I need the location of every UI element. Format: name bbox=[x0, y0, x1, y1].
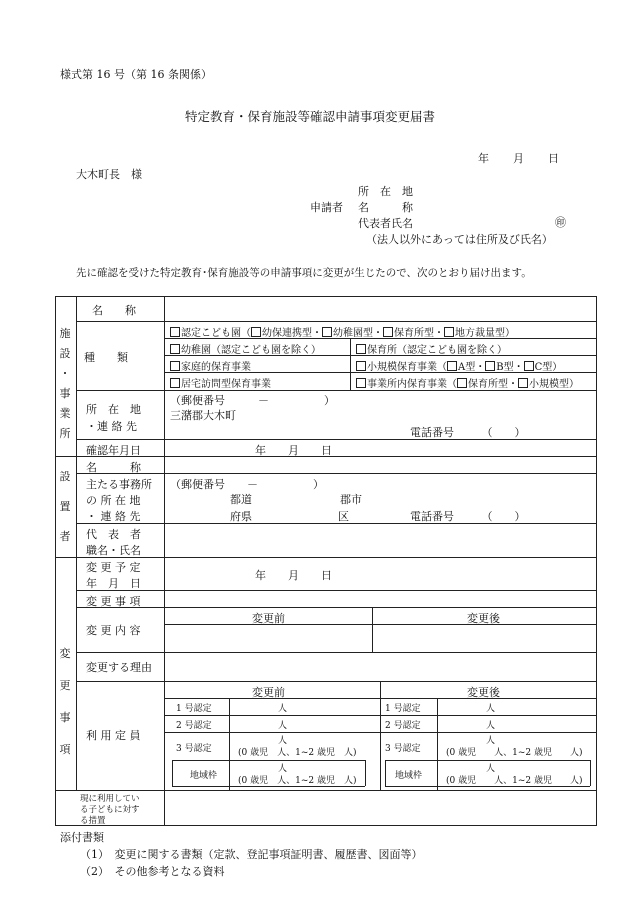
form-number: 様式第 16 号（第 16 条関係） bbox=[60, 68, 212, 81]
section-col-divider bbox=[76, 296, 77, 790]
section-char: 項 bbox=[59, 743, 71, 756]
section-char: 事 bbox=[59, 711, 71, 724]
checkbox[interactable] bbox=[170, 378, 180, 388]
founder-office-label-2: の 所 在 地 bbox=[86, 494, 141, 507]
type-label: 小規模保育事業（ bbox=[367, 362, 447, 373]
row-line bbox=[76, 681, 596, 682]
row-line bbox=[164, 624, 596, 625]
row-line bbox=[76, 590, 596, 591]
confirm-date-label: 確認年月日 bbox=[86, 444, 141, 457]
facility-type-label: 種 類 bbox=[84, 351, 128, 364]
cert2-after-label: 2 号認定 bbox=[385, 721, 421, 731]
founder-postal: （郵便番号 － ） bbox=[170, 478, 324, 491]
cert2-before-label: 2 号認定 bbox=[176, 721, 212, 731]
cert3-before-unit: 人 bbox=[278, 736, 288, 746]
section-char: 置 bbox=[59, 500, 71, 513]
table-right-border bbox=[596, 296, 597, 826]
section-char: 者 bbox=[59, 530, 71, 543]
type-label: 保育所（認定こども園を除く） bbox=[367, 345, 507, 356]
date-year: 年 bbox=[478, 152, 489, 165]
regional-box-r-left bbox=[385, 760, 386, 786]
scheduled-date-label-1: 変 更 予 定 bbox=[86, 561, 141, 574]
type-kindergarten[interactable] bbox=[170, 341, 321, 356]
type-visiting[interactable] bbox=[170, 375, 271, 390]
type-label: 家庭的保育事業 bbox=[181, 362, 251, 373]
type-option: B型・ bbox=[496, 362, 524, 373]
reason-label: 変更する理由 bbox=[86, 661, 152, 674]
measures-label-1: 現に利用してい bbox=[80, 794, 140, 804]
regional-after-breakdown: (0 歳児 人、1~2 歳児 人) bbox=[446, 776, 583, 786]
attachment-item-2: （2） その他参考となる資料 bbox=[80, 865, 225, 878]
row-line bbox=[76, 390, 596, 391]
intro-text: 先に確認を受けた特定教育･保育施設等の申請事項に変更が生じたので、次のとおり届け出ます。 bbox=[76, 267, 532, 279]
addressee: 大木町長 様 bbox=[76, 168, 142, 181]
founder-section-label bbox=[58, 462, 72, 552]
checkbox[interactable] bbox=[444, 327, 454, 337]
section-char: ・ bbox=[59, 367, 71, 380]
regional-box-bottom bbox=[172, 786, 365, 787]
type-kodomoen[interactable] bbox=[170, 324, 515, 339]
applicant-address-label: 所 在 地 bbox=[358, 185, 413, 198]
table-left-border bbox=[55, 296, 56, 826]
checkbox[interactable] bbox=[356, 361, 366, 371]
section-char: 施 bbox=[59, 327, 71, 340]
cert2-after-unit: 人 bbox=[486, 721, 496, 731]
cert1-after-label: 1 号認定 bbox=[385, 704, 421, 714]
type-option: 地方裁量型） bbox=[455, 328, 515, 339]
label-col-divider bbox=[164, 296, 165, 826]
cert1-after-unit: 人 bbox=[486, 704, 496, 714]
founder-gunshi: 郡市 bbox=[340, 493, 362, 506]
table-top-border bbox=[55, 296, 597, 297]
checkbox[interactable] bbox=[524, 361, 534, 371]
content-after-header: 変更後 bbox=[467, 612, 500, 625]
facility-address: 三潴郡大木町 bbox=[170, 409, 236, 422]
attachments-heading: 添付書類 bbox=[60, 831, 104, 844]
section-char: 事 bbox=[59, 387, 71, 400]
type-option: A型・ bbox=[458, 362, 486, 373]
facility-location-label-1: 所 在 地 bbox=[86, 403, 141, 416]
capacity-inner-divider-right bbox=[437, 698, 438, 790]
checkbox[interactable] bbox=[457, 378, 467, 388]
cert3-before-label: 3 号認定 bbox=[176, 744, 212, 754]
facility-name-label: 名 称 bbox=[92, 304, 136, 317]
applicant-label: 申請者 bbox=[310, 201, 343, 214]
measures-label-2: る子どもに対す bbox=[80, 805, 140, 815]
cert3-after-unit: 人 bbox=[486, 736, 496, 746]
founder-name-label: 名 称 bbox=[86, 461, 141, 474]
section-char: 変 bbox=[59, 647, 71, 660]
regional-before-breakdown: (0 歳児 人、1~2 歳児 人) bbox=[238, 776, 357, 786]
table-bottom-border bbox=[55, 825, 597, 826]
capacity-after-header: 変更後 bbox=[467, 686, 500, 699]
capacity-before-after-divider bbox=[380, 681, 381, 790]
section-char: 設 bbox=[59, 347, 71, 360]
checkbox[interactable] bbox=[485, 361, 495, 371]
type-option: 幼保連携型・ bbox=[262, 328, 322, 339]
page-title: 特定教育・保育施設等確認申請事項変更届書 bbox=[185, 109, 436, 124]
facility-section-label bbox=[58, 324, 72, 444]
type-option: 幼稚園型・ bbox=[333, 328, 383, 339]
type-label: 幼稚園（認定こども園を除く） bbox=[181, 345, 321, 356]
applicant-name-label: 名 称 bbox=[358, 201, 413, 214]
cert1-before-unit: 人 bbox=[278, 704, 288, 714]
section-char: 設 bbox=[59, 470, 71, 483]
founder-office-label-3: ・ 連 絡 先 bbox=[86, 510, 141, 523]
content-before-header: 変更前 bbox=[252, 612, 285, 625]
change-content-label: 変 更 内 容 bbox=[86, 624, 141, 637]
row-line bbox=[76, 652, 596, 653]
type-label: 居宅訪問型保育事業 bbox=[181, 379, 271, 390]
founder-rep-label-1: 代 表 者 bbox=[86, 528, 141, 541]
confirm-date: 年 月 日 bbox=[255, 444, 332, 457]
date-month: 月 bbox=[513, 152, 524, 165]
facility-location-label-2: ・連 絡 先 bbox=[86, 420, 137, 433]
type-home-care[interactable] bbox=[170, 358, 251, 373]
regional-box-top bbox=[172, 760, 365, 761]
capacity-inner-divider-left bbox=[229, 698, 230, 790]
founder-fuken: 府県 bbox=[230, 510, 252, 523]
checkbox[interactable] bbox=[322, 327, 332, 337]
checkbox[interactable] bbox=[170, 344, 180, 354]
type-col-divider bbox=[350, 338, 351, 390]
cert3-after-breakdown: (0 歳児 人、1~2 歳児 人) bbox=[446, 748, 583, 758]
cert3-after-label: 3 号認定 bbox=[385, 744, 421, 754]
type-label: 認定こども園（ bbox=[181, 328, 251, 339]
type-nursery[interactable] bbox=[356, 341, 507, 356]
regional-box-r-bottom bbox=[385, 786, 590, 787]
founder-ku: 区 bbox=[338, 510, 349, 523]
change-section-label bbox=[58, 638, 72, 766]
founder-office-label-1: 主たる事務所 bbox=[86, 478, 152, 491]
checkbox[interactable] bbox=[447, 361, 457, 371]
section-char: 業 bbox=[59, 407, 71, 420]
type-option: 保育所型・ bbox=[468, 379, 518, 390]
change-item-label: 変 更 事 項 bbox=[86, 595, 141, 608]
type-small-scale[interactable] bbox=[356, 358, 562, 373]
checkbox[interactable] bbox=[383, 327, 393, 337]
regional-box-r-right bbox=[590, 760, 591, 786]
regional-after-label: 地域枠 bbox=[395, 771, 423, 781]
section-char: 更 bbox=[59, 679, 71, 692]
regional-before-label: 地域枠 bbox=[190, 771, 218, 781]
scheduled-date: 年 月 日 bbox=[255, 569, 332, 582]
scheduled-date-label-2: 年 月 日 bbox=[86, 577, 141, 590]
facility-phone: 電話番号 （ ） bbox=[410, 426, 526, 439]
founder-phone: 電話番号 （ ） bbox=[410, 510, 526, 523]
row-line bbox=[76, 607, 596, 608]
type-workplace[interactable] bbox=[356, 375, 579, 390]
checkbox[interactable] bbox=[356, 378, 366, 388]
seal-mark: ㊞ bbox=[555, 216, 566, 229]
type-option: 小規模型） bbox=[529, 379, 579, 390]
regional-after-unit: 人 bbox=[486, 764, 496, 774]
checkbox[interactable] bbox=[251, 327, 261, 337]
type-label: 事業所内保育事業（ bbox=[367, 379, 457, 390]
capacity-label: 利 用 定 員 bbox=[86, 729, 141, 742]
type-option: 保育所型・ bbox=[394, 328, 444, 339]
facility-postal: （郵便番号 － ） bbox=[170, 394, 335, 407]
row-line bbox=[76, 473, 596, 474]
founder-rep-label-2: 職名・氏名 bbox=[86, 544, 141, 557]
date-day: 日 bbox=[548, 152, 559, 165]
type-option: C型） bbox=[534, 362, 563, 373]
cert3-before-breakdown: (0 歳児 人、1~2 歳児 人) bbox=[238, 748, 357, 758]
checkbox[interactable] bbox=[518, 378, 528, 388]
cert1-before-label: 1 号認定 bbox=[176, 704, 212, 714]
regional-box-left bbox=[172, 760, 173, 786]
before-after-divider bbox=[372, 607, 373, 652]
checkbox[interactable] bbox=[170, 361, 180, 371]
row-line bbox=[76, 321, 596, 322]
founder-todo: 都道 bbox=[230, 493, 252, 506]
attachment-item-1: （1） 変更に関する書類（定款、登記事項証明書、履歴書、図面等） bbox=[80, 848, 423, 861]
applicant-note: （法人以外にあっては住所及び氏名） bbox=[366, 233, 553, 246]
section-char: 所 bbox=[59, 427, 71, 440]
regional-before-unit: 人 bbox=[278, 764, 288, 774]
capacity-before-header: 変更前 bbox=[252, 686, 285, 699]
regional-box-right bbox=[365, 760, 366, 786]
cert2-before-unit: 人 bbox=[278, 721, 288, 731]
applicant-rep-label: 代表者氏名 bbox=[358, 217, 413, 230]
checkbox[interactable] bbox=[170, 327, 180, 337]
checkbox[interactable] bbox=[356, 344, 366, 354]
measures-label-3: る措置 bbox=[80, 816, 106, 826]
row-line bbox=[55, 790, 596, 791]
